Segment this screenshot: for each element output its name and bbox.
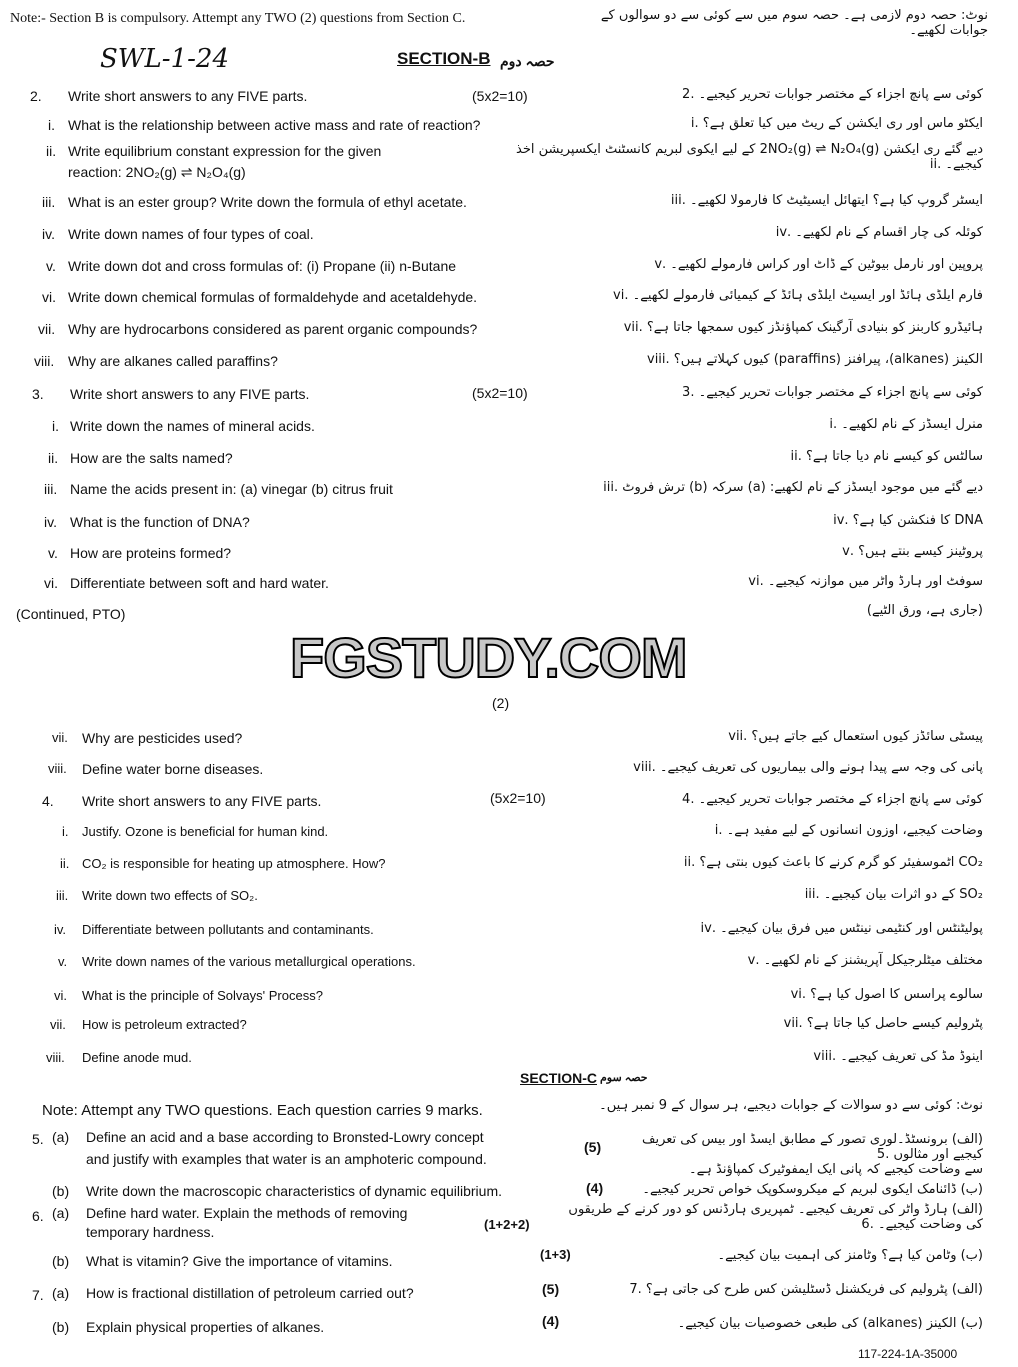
q4-part-num: iii. <box>56 888 69 903</box>
q5a-urdu-block <box>623 1132 983 1177</box>
q4-text: Write short answers to any FIVE parts. <box>82 793 322 809</box>
q3-part-urdu: سوفٹ اور ہارڈ واٹر میں موازنہ کیجیے۔ .vi <box>748 574 983 589</box>
q4-part-num: vi. <box>54 988 67 1003</box>
q5a-marks: (5) <box>584 1139 602 1155</box>
q3-part-urdu: دیے گئے میں موجود ایسڈز کے نام لکھیے: (a) سرکہ (b) ترش فروٹ .iii <box>603 480 983 495</box>
q6a-marks: (1+2+2) <box>484 1217 530 1232</box>
top-note: Note:- Section B is compulsory. Attempt any TWO (2) questions from Section C. <box>10 11 466 26</box>
q4-part-num: iv. <box>54 922 67 937</box>
q2-part-text: What is the relationship between active mass and rate of reaction? <box>68 117 481 133</box>
q2-part-urdu: فارم ایلڈی ہائڈ اور ایسیٹ ایلڈی ہائڈ کے کیمیائی فارمولے لکھیے۔ .vi <box>613 288 983 303</box>
continued-note-urdu: (جاری ہے، ورق الٹیے) <box>866 603 983 618</box>
q4-part-urdu: سالوے پراسس کا اصول کیا ہے؟ .vi <box>790 987 983 1002</box>
q2-part-text: Write down names of four types of coal. <box>68 226 314 242</box>
q4-part-text: Justify. Ozone is beneficial for human kind. <box>82 824 329 839</box>
q4-urdu: کوئی سے پانچ اجزاء کے مختصر جوابات تحریر کیجیے۔ .4 <box>682 792 983 807</box>
q4-part-text: Write down two effects of SO₂. <box>82 888 258 903</box>
q2-number: 2. <box>30 88 42 104</box>
q6a-text: Define hard water. Explain the methods of removing <box>86 1205 408 1221</box>
q6b-text: What is vitamin? Give the importance of vitamins. <box>86 1253 393 1269</box>
q4-part-text: CO₂ is responsible for heating up atmosphere. How? <box>82 856 386 871</box>
q2-part-num: v. <box>46 258 56 274</box>
q4-part-text: How is petroleum extracted? <box>82 1017 247 1032</box>
q2-part-urdu: الکینز (alkanes)، پیرافنز (paraffins) کیوں کہلاتے ہیں؟ .viii <box>647 352 983 367</box>
q5a-urdu-line2: سے وضاحت کیجیے کہ پانی ایک ایمفوٹیرک کمپاؤنڈ ہے۔ <box>689 1162 983 1177</box>
section-b-title: SECTION-B <box>397 49 491 68</box>
q2-part-text-line2: reaction: 2NO₂(g) ⇌ N₂O₄(g) <box>68 164 246 180</box>
q4-part-text: Differentiate between pollutants and contaminants. <box>82 922 374 937</box>
q2-part-num: i. <box>48 117 55 133</box>
q2-part-urdu: پروپین اور نارمل بیوٹین کے ڈاٹ اور کراس فارمولے لکھیے۔ .v <box>654 257 983 272</box>
q6b-urdu: (ب) وٹامن کیا ہے؟ وٹامنز کی اہمیت بیان کیجیے۔ <box>717 1248 983 1263</box>
q4-part-text: Define anode mud. <box>82 1050 192 1065</box>
q7a-text: How is fractional distillation of petroleum carried out? <box>86 1285 414 1301</box>
q4-part-text: Write down names of the various metallurgical operations. <box>82 954 416 969</box>
q3-part-num: vii. <box>52 730 68 745</box>
q3-part-urdu: پروٹینز کیسے بنتے ہیں؟ .v <box>842 544 983 559</box>
section-c-note-urdu: نوٹ: کوئی سے دو سوالات کے جوابات دیجیے، ہر سوال کے 9 نمبر ہیں۔ <box>599 1098 983 1113</box>
q5b-label: (b) <box>52 1183 70 1199</box>
q4-part-num: vii. <box>50 1017 66 1032</box>
q4-part-urdu: پٹرولیم کیسے حاصل کیا جاتا ہے؟ .vii <box>783 1016 983 1031</box>
q3-part-text: How are proteins formed? <box>70 545 232 561</box>
q5a-text-line2: and justify with examples that water is an amphoteric compound. <box>86 1151 487 1167</box>
q2-part-urdu: کوئلہ کی چار اقسام کے نام لکھیے۔ .iv <box>775 225 983 240</box>
section-b-title-urdu: حصہ دوم <box>500 53 555 69</box>
q7b-urdu: (ب) الکینز (alkanes) کی طبعی خصوصیات بیان کیجیے۔ <box>677 1316 983 1331</box>
q3-part-num: vi. <box>44 575 58 591</box>
q4-part-urdu: اینوڈ مڈ کی تعریف کیجیے۔ .viii <box>813 1049 983 1064</box>
q6b-marks: (1+3) <box>540 1247 571 1262</box>
q2-marks: (5x2=10) <box>472 88 528 104</box>
q2-part-num: iv. <box>42 226 55 242</box>
q4-part-urdu: پولیٹنٹس اور کنٹیمی نینٹس میں فرق بیان کیجیے۔ .iv <box>700 921 983 936</box>
q4-part-num: viii. <box>46 1050 65 1065</box>
q3-part-text: What is the function of DNA? <box>70 514 250 530</box>
q6a-label: (a) <box>52 1205 70 1221</box>
q5b-text: Write down the macroscopic characteristics of dynamic equilibrium. <box>86 1183 503 1199</box>
q7a-label: (a) <box>52 1285 70 1301</box>
q2-part-text: Write down dot and cross formulas of: (i) Propane (ii) n-Butane <box>68 258 457 274</box>
continued-note: (Continued, PTO) <box>16 606 126 622</box>
watermark: FGSTUDY.COM <box>290 626 687 689</box>
q3-part-urdu: پانی کی وجہ سے پیدا ہونے والی بیماریوں کی تعریف کیجیے۔ .viii <box>633 760 983 775</box>
handwritten-code: SWL-1-24 <box>100 44 229 74</box>
q7a-marks: (5) <box>542 1281 560 1297</box>
q5-number: 5. <box>32 1131 44 1147</box>
q5b-urdu: (ب) ڈائنامک ایکوی لبریم کے میکروسکوپک خواص تحریر کیجیے۔ <box>642 1182 983 1197</box>
q3-part-num: iv. <box>44 514 57 530</box>
q3-part-urdu: پیسٹی سائڈز کیوں استعمال کیے جاتے ہیں؟ .vii <box>728 729 983 744</box>
q2-part-text: What is an ester group? Write down the formula of ethyl acetate. <box>68 194 467 210</box>
q6b-label: (b) <box>52 1253 70 1269</box>
section-c-title: SECTION-C <box>520 1070 597 1086</box>
q2-part-num: iii. <box>42 194 56 210</box>
q7b-label: (b) <box>52 1319 70 1335</box>
q7-number: 7. <box>32 1287 44 1303</box>
top-note-urdu: نوٹ: حصہ دوم لازمی ہے۔ حصہ سوم میں سے کوئی سے دو سوالوں کے جوابات لکھیے۔ <box>600 8 988 38</box>
q4-part-urdu: مختلف میٹلرجیکل آپریشنز کے نام لکھیے۔ .v <box>747 953 983 968</box>
q3-part-text: Name the acids present in: (a) vinegar (b) citrus fruit <box>70 481 393 497</box>
q2-part-urdu: ایکٹو ماس اور ری ایکشن کے ریٹ میں کیا تعلق ہے؟ .i <box>690 116 983 131</box>
q4-part-urdu: SO₂ کے دو اثرات بیان کیجیے۔ .iii <box>804 887 983 902</box>
q4-number: 4. <box>42 793 54 809</box>
q3-part-urdu: DNA کا فنکشن کیا ہے؟ .iv <box>833 513 983 528</box>
q2-part-num: vii. <box>38 321 56 337</box>
q4-part-num: i. <box>62 824 69 839</box>
q3-marks: (5x2=10) <box>472 385 528 401</box>
q2-part-text: Write down chemical formulas of formaldehyde and acetaldehyde. <box>68 289 478 305</box>
q4-part-text: What is the principle of Solvays' Process? <box>82 988 323 1003</box>
q6-number: 6. <box>32 1208 44 1224</box>
q3-text: Write short answers to any FIVE parts. <box>70 386 310 402</box>
page-number: (2) <box>492 695 510 711</box>
q3-urdu: کوئی سے پانچ اجزاء کے مختصر جوابات تحریر کیجیے۔ .3 <box>682 385 983 400</box>
q2-part-num: vi. <box>42 289 56 305</box>
q2-urdu: کوئی سے پانچ اجزاء کے مختصر جوابات تحریر کیجیے۔ .2 <box>682 87 983 102</box>
section-c-title-urdu: حصہ سوم <box>600 1072 648 1084</box>
q7b-marks: (4) <box>542 1313 560 1329</box>
q4-part-urdu: CO₂ اٹموسفیئر کو گرم کرنے کا باعث کیوں بنتی ہے؟ .ii <box>683 855 983 870</box>
q3-part-text: How are the salts named? <box>70 450 233 466</box>
q3-part-urdu: منرل ایسڈز کے نام لکھیے۔ .i <box>829 417 983 432</box>
q3-part-num: v. <box>48 545 58 561</box>
q6a-text-line2: temporary hardness. <box>86 1224 215 1240</box>
q3-part-text: Define water borne diseases. <box>82 761 264 777</box>
q5b-marks: (4) <box>586 1180 604 1196</box>
q5a-urdu: (الف) برونسٹڈ۔لوری تصور کے مطابق ایسڈ اور بیس کی تعریف کیجیے اور مثالوں .5 <box>642 1132 983 1162</box>
paper-code: 117-224-1A-35000 <box>858 1347 958 1361</box>
q3-part-num: i. <box>52 418 59 434</box>
q7b-text: Explain physical properties of alkanes. <box>86 1319 325 1335</box>
q4-marks: (5x2=10) <box>490 790 546 806</box>
q2-part-urdu: ہائیڈرو کاربنز کو بنیادی آرگینک کمپاؤنڈز کیوں سمجھا جاتا ہے؟ .vii <box>623 320 983 335</box>
q2-part-text: Why are alkanes called paraffins? <box>68 353 278 369</box>
q4-part-urdu: وضاحت کیجیے، اوزون انسانوں کے لیے مفید ہے۔ .i <box>714 823 983 838</box>
q2-part-urdu: ایسٹر گروپ کیا ہے؟ ایتھائل ایسیٹیٹ کا فارمولا لکھیے۔ .iii <box>670 193 983 208</box>
q4-part-num: v. <box>58 954 68 969</box>
q6a-urdu: (الف) ہارڈ واٹر کی تعریف کیجیے۔ ٹمپریری ہارڈنس کو دور کرنے کے طریقوں کی وضاحت کیجیے۔ .6 <box>568 1202 983 1232</box>
q3-part-text: Why are pesticides used? <box>82 730 243 746</box>
q3-number: 3. <box>32 386 44 402</box>
q3-part-text: Differentiate between soft and hard water. <box>70 575 329 591</box>
section-c-note: Note: Attempt any TWO questions. Each question carries 9 marks. <box>42 1102 483 1119</box>
q2-part-text: Why are hydrocarbons considered as parent organic compounds? <box>68 321 478 337</box>
q2-part-num: viii. <box>34 353 55 369</box>
q2-part-num: ii. <box>46 143 57 159</box>
q5a-text: Define an acid and a base according to Bronsted-Lowry concept <box>86 1129 484 1145</box>
q2-part-text: Write equilibrium constant expression for the given <box>68 143 382 159</box>
q3-part-text: Write down the names of mineral acids. <box>70 418 315 434</box>
q4-part-num: ii. <box>60 856 70 871</box>
q7a-urdu: (الف) پٹرولیم کی فریکشنل ڈسٹلیشن کس طرح کی جاتی ہے؟ .7 <box>629 1282 983 1297</box>
q3-part-num: ii. <box>48 450 59 466</box>
q5a-label: (a) <box>52 1129 70 1145</box>
q2-part-urdu: دیے گئے ری ایکشن 2NO₂(g) ⇌ N₂O₄(g) کے لیے ایکوی لبریم کانسٹنٹ ایکسپریشن اخذ کیجیے۔ .ii <box>516 142 983 172</box>
q3-part-urdu: سالٹس کو کیسے نام دیا جاتا ہے؟ .ii <box>790 449 983 464</box>
q3-part-num: iii. <box>44 481 58 497</box>
q3-part-num: viii. <box>48 761 67 776</box>
q2-text: Write short answers to any FIVE parts. <box>68 88 308 104</box>
